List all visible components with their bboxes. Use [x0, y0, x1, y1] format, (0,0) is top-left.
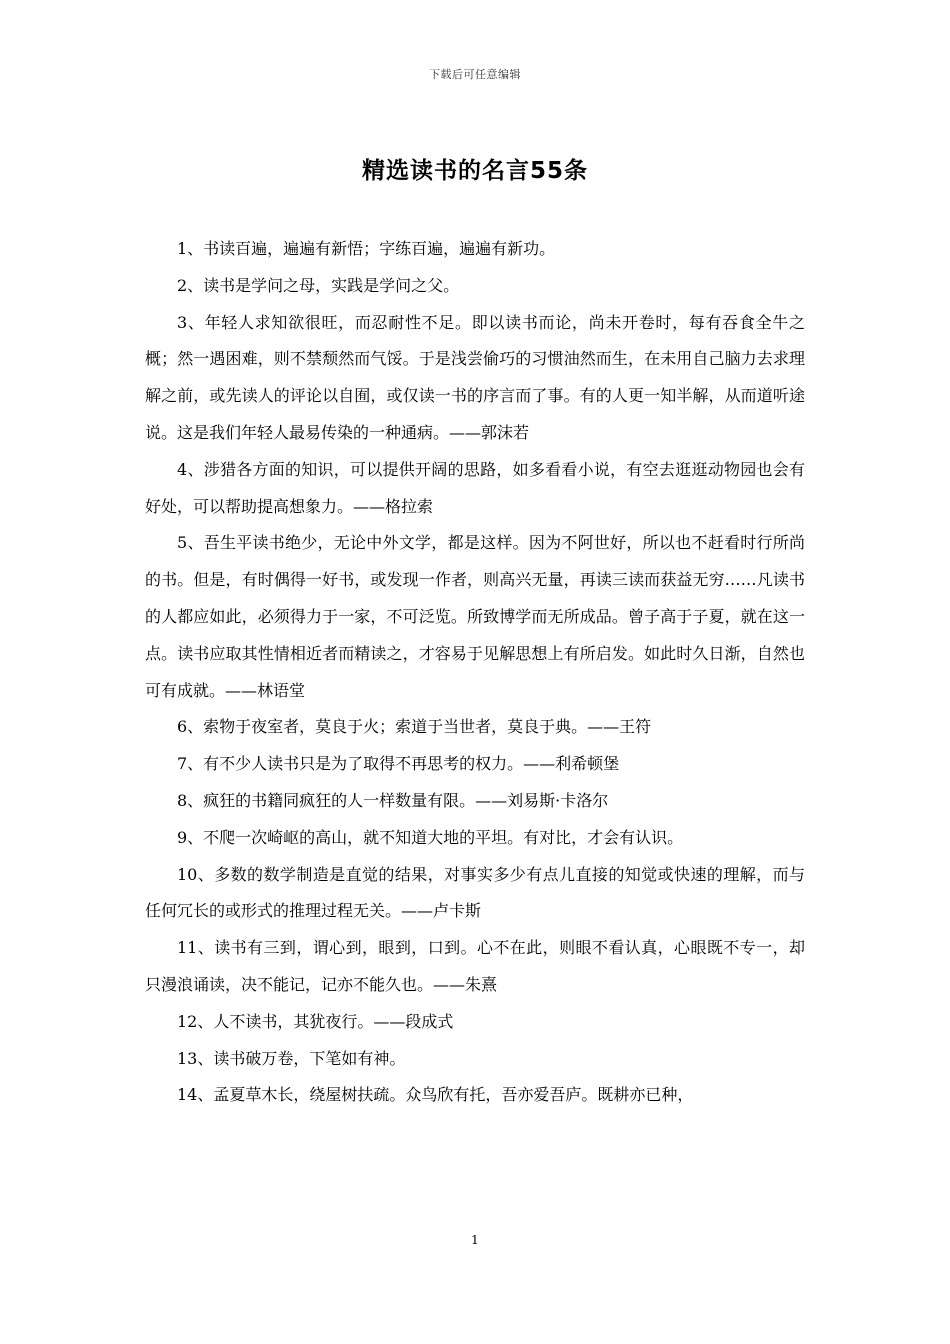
quote-paragraph: 9、不爬一次崎岖的高山，就不知道大地的平坦。有对比，才会有认识。	[177, 827, 684, 847]
quote-paragraph: 6、索物于夜室者，莫良于火；索道于当世者，莫良于典。——王符	[177, 717, 652, 737]
quote-paragraph: 10、多数的数学制造是直觉的结果，对事实多少有点儿直接的知觉或快速的理解，而与任何冗长的或形式的推理过程无关。——卢卡斯	[145, 864, 805, 921]
header-note: 下载后可任意编辑	[429, 68, 521, 81]
quote-paragraph: 4、涉猎各方面的知识，可以提供开阔的思路，如多看看小说，有空去逛逛动物园也会有好处，可以帮助提高想象力。——格拉索	[145, 459, 805, 516]
quote-paragraph: 14、孟夏草木长，绕屋树扶疏。众鸟欣有托，吾亦爱吾庐。既耕亦已种，	[177, 1085, 694, 1105]
quote-paragraph: 11、读书有三到，谓心到，眼到，口到。心不在此，则眼不看认真，心眼既不专一，却只漫浪诵读，决不能记，记亦不能久也。——朱熹	[145, 938, 805, 994]
quote-list	[145, 231, 805, 1114]
quote-paragraph: 2、读书是学问之母，实践是学问之父。	[177, 275, 460, 295]
quote-paragraph: 13、读书破万卷，下笔如有神。	[177, 1048, 406, 1068]
document-title: 精选读书的名言55条	[361, 158, 588, 184]
quote-paragraph: 7、有不少人读书只是为了取得不再思考的权力。——利希顿堡	[177, 754, 620, 774]
quote-paragraph: 5、吾生平读书绝少，无论中外文学，都是这样。因为不阿世好，所以也不赶看时行所尚的书。但是，有时偶得一好书，或发现一作者，则高兴无量，再读三读而获益无穷……凡读书的人都应如此，必须得力于一家，不可泛览。所致博学而无所成品。曾子高于子夏，就在这一点。读书应取其性情相近者而精读之，才容易于见解思想上有所启发。如此时久日渐，自然也可有成就。——林语堂	[145, 533, 805, 700]
quote-paragraph: 8、疯狂的书籍同疯狂的人一样数量有限。——刘易斯·卡洛尔	[177, 790, 609, 810]
page-number: 1	[471, 1233, 479, 1247]
quote-paragraph: 3、年轻人求知欲很旺，而忍耐性不足。即以读书而论，尚未开卷时，每有吞食全牛之概；然一遇困难，则不禁颓然而气馁。于是浅尝偷巧的习惯油然而生，在未用自己脑力去求理解之前，或先读人的评论以自囿，或仅读一书的序言而了事。有的人更一知半解，从而道听途说。这是我们年轻人最易传染的一种通病。——郭沫若	[145, 312, 805, 442]
quote-paragraph: 12、人不读书，其犹夜行。——段成式	[177, 1011, 454, 1031]
quote-paragraph: 1、书读百遍，遍遍有新悟；字练百遍，遍遍有新功。	[177, 239, 556, 258]
